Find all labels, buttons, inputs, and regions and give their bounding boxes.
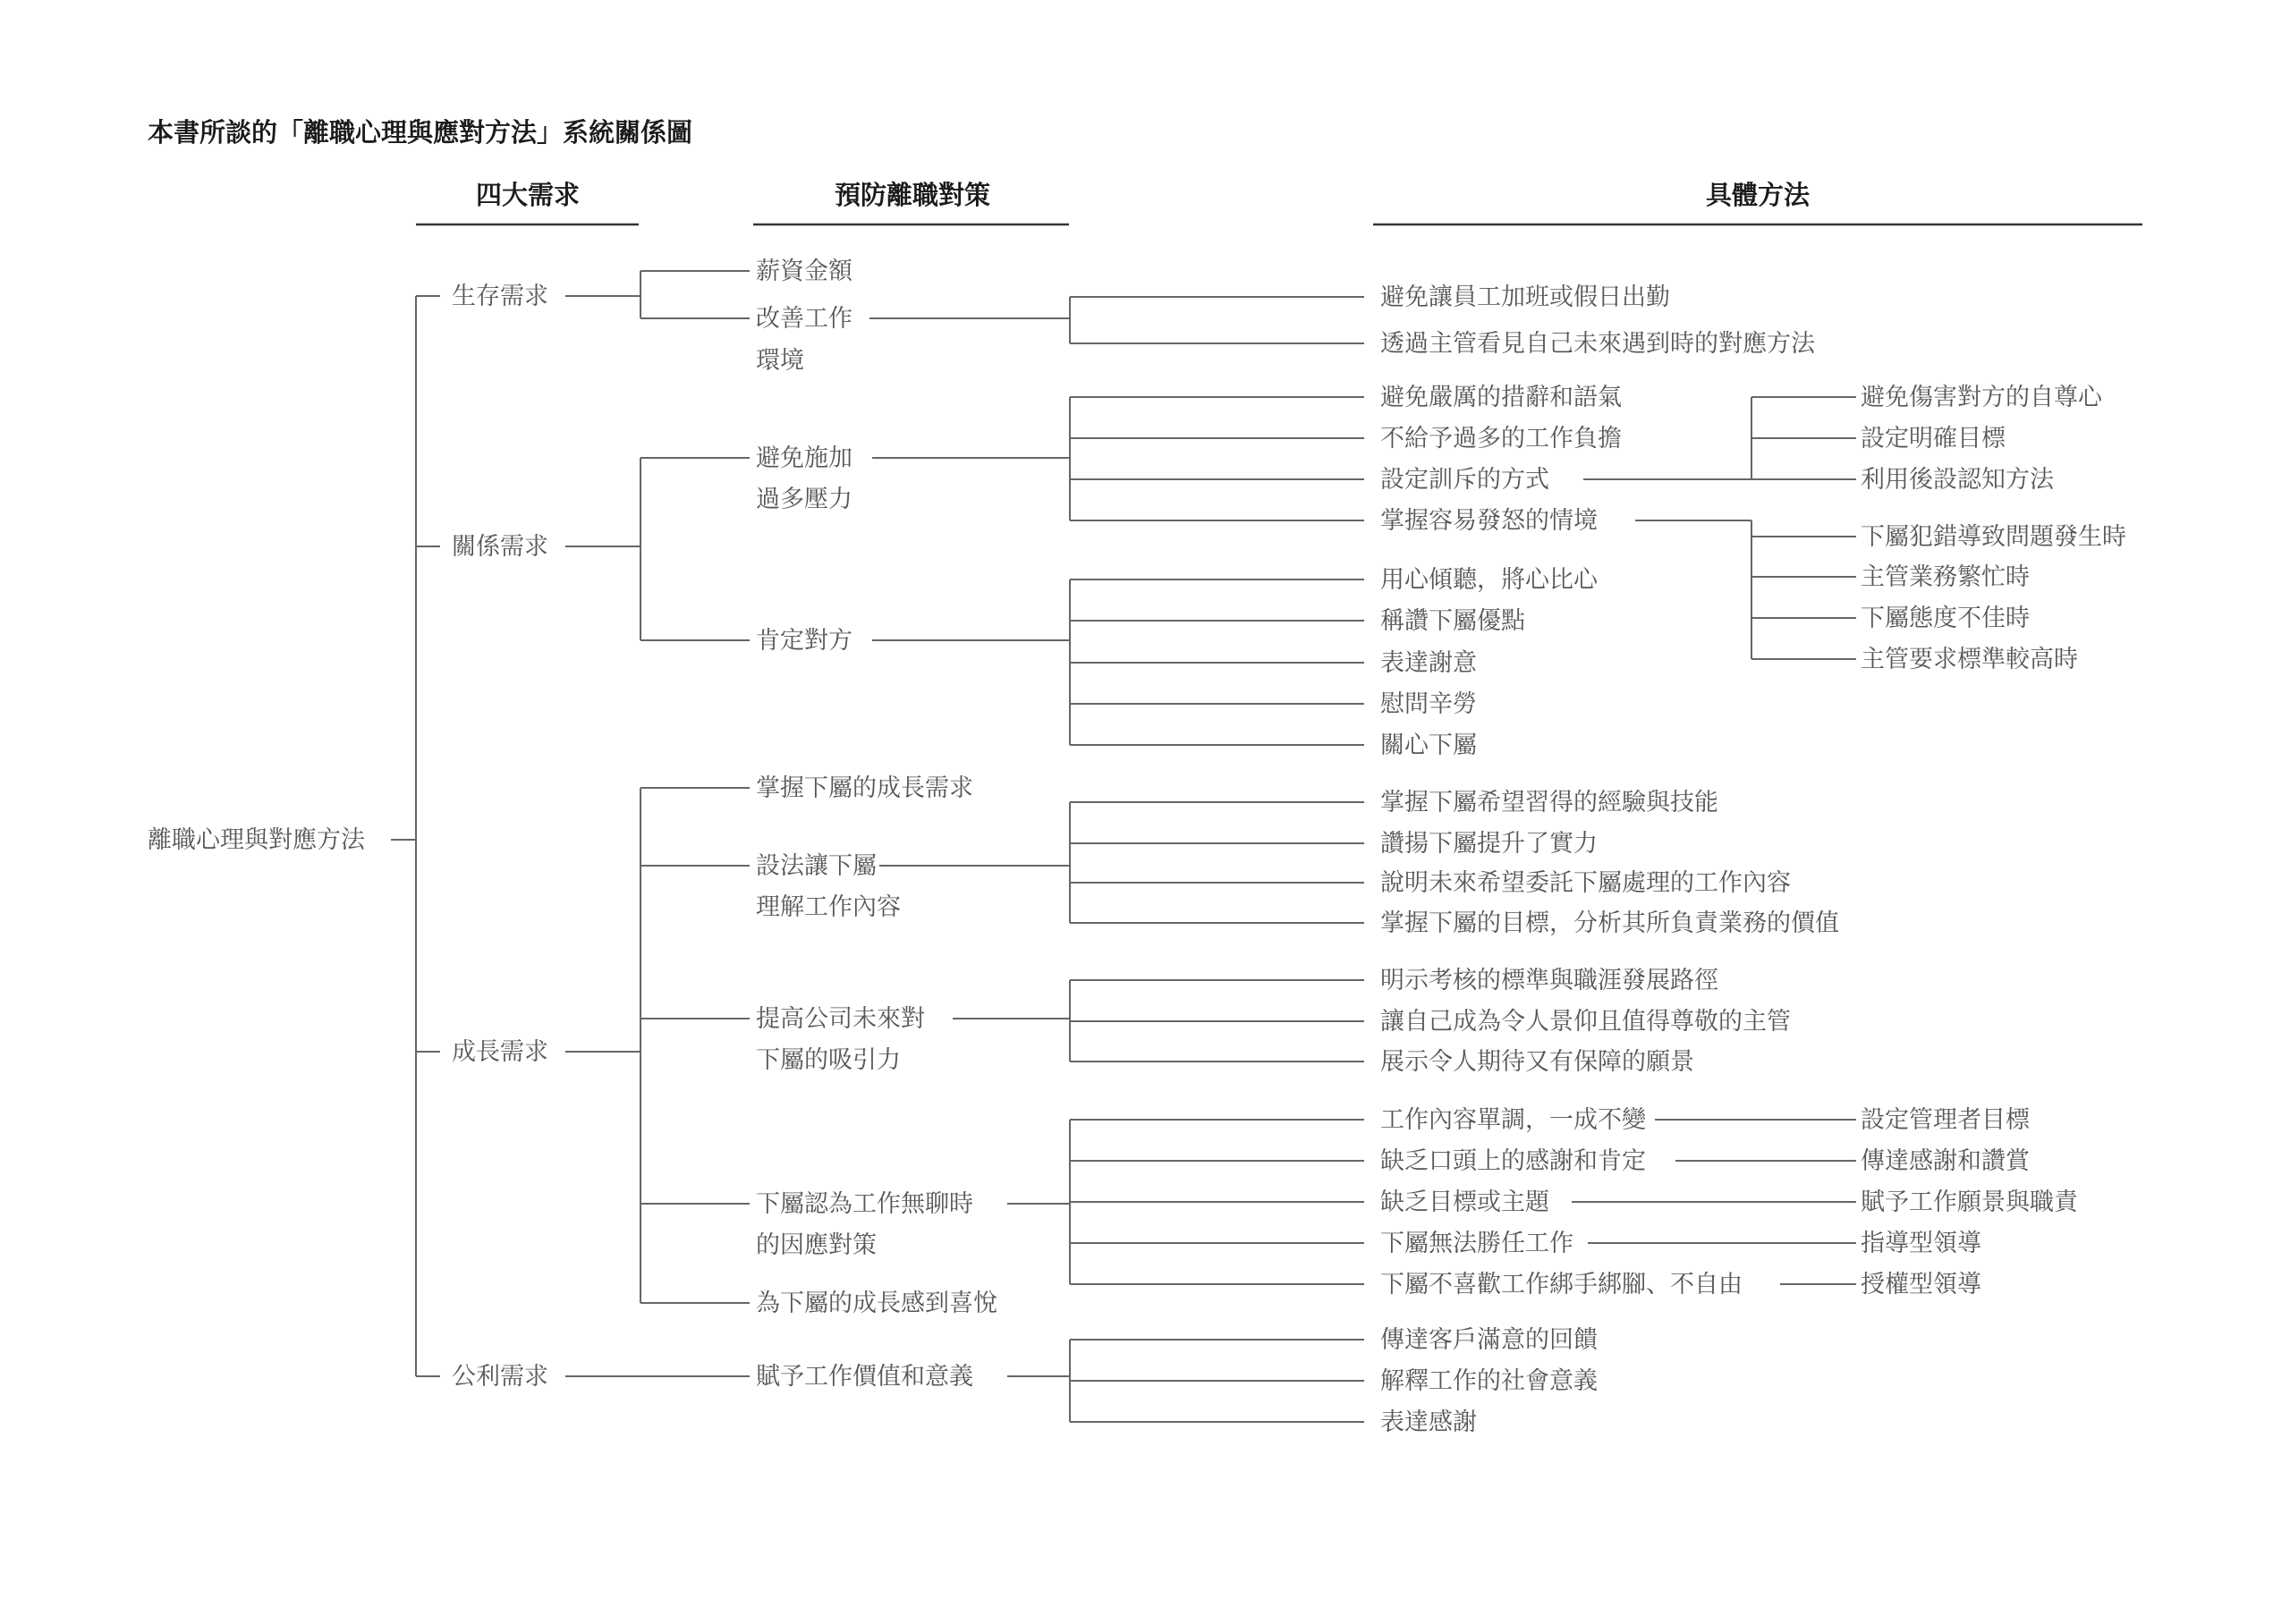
connector-lines (391, 271, 1856, 1422)
header-concrete-methods: 具體方法 (1705, 180, 1811, 210)
sub-method-item: 主管要求標準較高時 (1861, 646, 2078, 673)
method-item: 避免嚴厲的措辭和語氣 (1380, 384, 1622, 411)
method-item: 傳達客戶滿意的回饋 (1380, 1326, 1598, 1354)
method-item: 掌握容易發怒的情境 (1380, 507, 1598, 535)
method-item: 掌握下屬希望習得的經驗與技能 (1380, 789, 1718, 816)
sub-method-item: 下屬犯錯導致問題發生時 (1861, 523, 2126, 551)
measure-boring-line1: 下屬認為工作無聊時 (756, 1190, 973, 1218)
method-item: 工作內容單調，一成不變 (1380, 1106, 1646, 1134)
sub-method-item: 下屬態度不佳時 (1861, 605, 2030, 632)
method-item: 掌握下屬的目標，分析其所負責業務的價值 (1380, 909, 1839, 937)
header-four-needs: 四大需求 (475, 180, 581, 210)
sub-method-item: 利用後設認知方法 (1861, 466, 2054, 494)
measure-env-line2: 環境 (756, 347, 804, 375)
diagram-title: 本書所談的「離職心理與應對方法」系統關係圖 (148, 117, 693, 148)
method-item: 不給予過多的工作負擔 (1380, 425, 1622, 453)
method-item: 缺乏目標或主題 (1380, 1188, 1549, 1216)
method-item: 透過主管看見自己未來遇到時的對應方法 (1380, 330, 1815, 358)
method-item: 下屬不喜歡工作綁手綁腳、不自由 (1380, 1271, 1743, 1298)
method-item: 說明未來希望委託下屬處理的工作內容 (1380, 869, 1791, 897)
need-public-good: 公利需求 (452, 1363, 548, 1391)
method-item: 缺乏口頭上的感謝和肯定 (1380, 1147, 1646, 1175)
need-growth: 成長需求 (452, 1038, 548, 1066)
method-item: 避免讓員工加班或假日出勤 (1380, 283, 1670, 311)
method-item: 設定訓斥的方式 (1380, 466, 1549, 494)
method-item: 關心下屬 (1380, 732, 1477, 759)
need-relationship: 關係需求 (452, 533, 548, 561)
method-item: 用心傾聽，將心比心 (1380, 566, 1598, 594)
measure-attract-line1: 提高公司未來對 (756, 1005, 925, 1033)
measure-joy: 為下屬的成長感到喜悅 (756, 1290, 997, 1317)
method-item: 讚揚下屬提升了實力 (1380, 830, 1598, 858)
measure-boring-line2: 的因應對策 (756, 1231, 877, 1259)
sub-method-item: 設定明確目標 (1861, 425, 2006, 453)
method-item: 表達謝意 (1380, 649, 1477, 677)
header-prevention-measures: 預防離職對策 (834, 180, 991, 210)
sub-method-item: 傳達感謝和讚賞 (1861, 1147, 2030, 1175)
measure-pressure-line2: 過多壓力 (756, 486, 852, 513)
method-item: 解釋工作的社會意義 (1380, 1367, 1598, 1395)
measure-understand-line2: 理解工作內容 (756, 893, 901, 921)
measure-affirm: 肯定對方 (756, 627, 852, 655)
sub-method-item: 主管業務繁忙時 (1861, 563, 2030, 591)
method-item: 表達感謝 (1380, 1408, 1477, 1436)
method-item: 稱讚下屬優點 (1380, 607, 1525, 635)
measure-salary: 薪資金額 (756, 258, 852, 285)
measure-attract-line2: 下屬的吸引力 (756, 1046, 901, 1074)
sub-method-item: 避免傷害對方的自尊心 (1861, 384, 2102, 411)
root-node: 離職心理與對應方法 (148, 826, 365, 854)
method-item: 下屬無法勝任工作 (1380, 1230, 1573, 1257)
sub-method-item: 授權型領導 (1861, 1271, 1981, 1298)
method-item: 明示考核的標準與職涯發展路徑 (1380, 967, 1718, 994)
method-item: 讓自己成為令人景仰且值得尊敬的主管 (1380, 1008, 1791, 1036)
measure-pressure-line1: 避免施加 (756, 444, 852, 472)
method-item: 慰問辛勞 (1380, 690, 1477, 718)
need-survival: 生存需求 (452, 283, 548, 310)
measure-understand-line1: 設法讓下屬 (756, 852, 877, 880)
sub-method-item: 賦予工作願景與職責 (1861, 1188, 2078, 1216)
method-item: 展示令人期待又有保障的願景 (1380, 1048, 1694, 1076)
sub-method-item: 設定管理者目標 (1861, 1106, 2030, 1134)
measure-env-line1: 改善工作 (756, 305, 852, 333)
measure-value: 賦予工作價值和意義 (756, 1363, 973, 1391)
sub-method-item: 指導型領導 (1861, 1230, 1981, 1257)
measure-grasp-growth: 掌握下屬的成長需求 (756, 774, 973, 802)
